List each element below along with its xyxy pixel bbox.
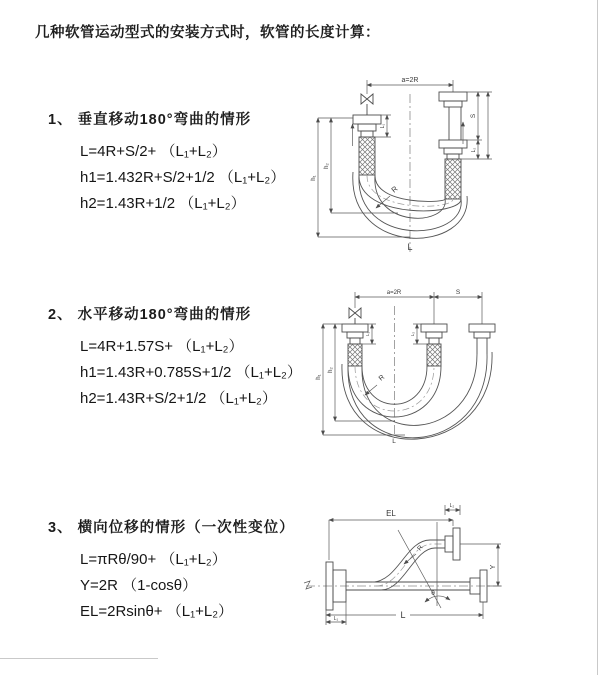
- hose-curve: [372, 540, 445, 582]
- dim-label-stroke: S: [455, 289, 461, 296]
- dim-label-s: S: [470, 113, 477, 119]
- diagram-vertical-u-bend: [310, 72, 600, 258]
- dim-label-l1: L₁: [365, 331, 370, 337]
- section-horizontal-movement: [48, 303, 302, 412]
- diagram-horizontal-u-bend: [315, 282, 500, 446]
- dim-label-h2: h₂: [328, 367, 334, 373]
- dim-label-length: L: [392, 438, 396, 445]
- dim-label-l1: L₁: [333, 616, 339, 622]
- formula-h2: h2=1.43R+S/2+1/2 （L₁+L₂）: [80, 390, 277, 407]
- section-2-heading: 2、 水平移动180°弯曲的情形: [48, 307, 252, 323]
- braided-hose-section: [427, 344, 441, 366]
- dim-label-h1: h₁: [316, 374, 322, 380]
- dim-label-length: L: [407, 242, 413, 252]
- braided-hose-section: [348, 344, 362, 366]
- section-2-formulas: [80, 334, 302, 412]
- dim-label-radius: R: [389, 184, 400, 195]
- flange-fitting-right: [469, 324, 495, 354]
- dim-label-l1: L₁: [380, 123, 386, 129]
- valve-icon: [349, 308, 355, 318]
- valve-icon: [367, 94, 373, 104]
- formula-L: L=πRθ/90+ （L₁+L₂）: [80, 551, 227, 568]
- flange-fitting-left: [342, 324, 368, 366]
- dim-label-l2: L₂: [410, 331, 415, 337]
- section-3-heading: 3、 横向位移的情形（一次性变位）: [48, 520, 295, 536]
- hose-arc-outer: [342, 352, 492, 439]
- dim-label-y: Y: [490, 564, 497, 570]
- section-vertical-movement: [48, 108, 285, 217]
- dim-label-h1: h₁: [311, 175, 317, 181]
- dim-label-span: a=2R: [386, 290, 402, 296]
- formula-h1: h1=1.432R+S/2+1/2 （L₁+L₂）: [80, 169, 286, 186]
- flange-fitting-top: [445, 528, 460, 560]
- formula-EL: EL=2Rsinθ+ （L₁+L₂）: [80, 603, 234, 620]
- diagram-lateral-displacement: [302, 496, 507, 628]
- dim-label-angle: θ: [431, 590, 435, 597]
- dim-label-radius: R: [416, 544, 425, 553]
- formula-h1: h1=1.43R+0.785S+1/2 （L₁+L₂）: [80, 364, 302, 381]
- section-1-formulas: [80, 139, 285, 217]
- dim-label-length: L: [400, 610, 406, 620]
- section-lateral-displacement: [48, 516, 295, 625]
- section-1-heading: 1、 垂直移动180°弯曲的情形: [48, 112, 252, 128]
- scan-edge-line: [597, 0, 598, 675]
- braided-hose-section: [445, 159, 461, 199]
- section-3-formulas: [80, 547, 295, 625]
- dim-label-l2: L₂: [449, 503, 455, 509]
- formula-Y: Y=2R （1-cosθ）: [80, 577, 198, 594]
- dim-label-span: a=2R: [401, 77, 419, 84]
- page-title: 几种软管运动型式的安装方式时，软管的长度计算：: [35, 25, 380, 41]
- pipe-break-mark: [304, 581, 312, 589]
- formula-L: L=4R+S/2+ （L₁+L₂）: [80, 143, 227, 160]
- flange-fitting-right: [439, 92, 467, 199]
- scan-edge-line: [0, 658, 158, 659]
- valve-icon: [361, 94, 367, 104]
- dim-label-l2: L₂: [471, 147, 477, 153]
- braided-hose-section: [359, 137, 375, 175]
- formula-L: L=4R+1.57S+ （L₁+L₂）: [80, 338, 244, 355]
- dim-label-h2: h₂: [324, 163, 330, 169]
- hose-curve: [381, 548, 445, 590]
- dim-label-el: EL: [386, 509, 396, 518]
- valve-icon: [355, 308, 361, 318]
- flange-fitting-left: [353, 115, 381, 175]
- flange-fitting-middle: [421, 324, 447, 366]
- formula-h2: h2=1.43R+1/2 （L₁+L₂）: [80, 195, 246, 212]
- dim-label-radius: R: [377, 373, 387, 383]
